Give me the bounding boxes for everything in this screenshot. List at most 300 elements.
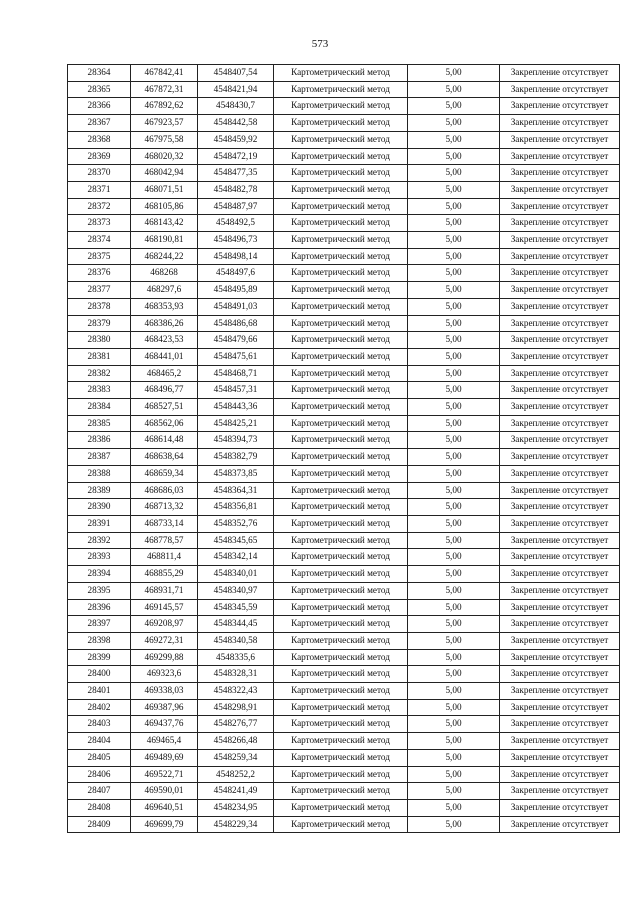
table-row bbox=[68, 616, 620, 633]
table-row bbox=[68, 265, 620, 282]
y-coordinate-cell: 4548457,31 bbox=[198, 382, 274, 399]
point-number-cell: 28408 bbox=[68, 799, 131, 816]
point-number-cell: 28399 bbox=[68, 649, 131, 666]
y-coordinate-cell: 4548356,81 bbox=[198, 499, 274, 516]
fixation-cell: Закрепление отсутствует bbox=[500, 298, 620, 315]
point-number-cell: 28404 bbox=[68, 733, 131, 750]
method-cell: Картометрический метод bbox=[274, 81, 408, 98]
x-coordinate-cell: 467923,57 bbox=[131, 115, 198, 132]
fixation-cell: Закрепление отсутствует bbox=[500, 131, 620, 148]
fixation-cell: Закрепление отсутствует bbox=[500, 432, 620, 449]
method-cell: Картометрический метод bbox=[274, 165, 408, 182]
y-coordinate-cell: 4548475,61 bbox=[198, 348, 274, 365]
x-coordinate-cell: 468931,71 bbox=[131, 582, 198, 599]
method-cell: Картометрический метод bbox=[274, 683, 408, 700]
fixation-cell: Закрепление отсутствует bbox=[500, 766, 620, 783]
y-coordinate-cell: 4548421,94 bbox=[198, 81, 274, 98]
table-row bbox=[68, 415, 620, 432]
method-cell: Картометрический метод bbox=[274, 532, 408, 549]
method-cell: Картометрический метод bbox=[274, 282, 408, 299]
accuracy-cell: 5,00 bbox=[408, 783, 500, 800]
table-row bbox=[68, 532, 620, 549]
accuracy-cell: 5,00 bbox=[408, 298, 500, 315]
x-coordinate-cell: 469522,71 bbox=[131, 766, 198, 783]
table-row bbox=[68, 515, 620, 532]
y-coordinate-cell: 4548340,01 bbox=[198, 566, 274, 583]
y-coordinate-cell: 4548382,79 bbox=[198, 449, 274, 466]
point-number-cell: 28380 bbox=[68, 332, 131, 349]
y-coordinate-cell: 4548345,59 bbox=[198, 599, 274, 616]
fixation-cell: Закрепление отсутствует bbox=[500, 632, 620, 649]
fixation-cell: Закрепление отсутствует bbox=[500, 148, 620, 165]
x-coordinate-cell: 468423,53 bbox=[131, 332, 198, 349]
y-coordinate-cell: 4548407,54 bbox=[198, 65, 274, 82]
table-row bbox=[68, 98, 620, 115]
point-number-cell: 28374 bbox=[68, 232, 131, 249]
fixation-cell: Закрепление отсутствует bbox=[500, 365, 620, 382]
x-coordinate-cell: 469699,79 bbox=[131, 816, 198, 833]
table-row bbox=[68, 399, 620, 416]
point-number-cell: 28394 bbox=[68, 566, 131, 583]
fixation-cell: Закрепление отсутствует bbox=[500, 81, 620, 98]
point-number-cell: 28403 bbox=[68, 716, 131, 733]
accuracy-cell: 5,00 bbox=[408, 582, 500, 599]
fixation-cell: Закрепление отсутствует bbox=[500, 382, 620, 399]
x-coordinate-cell: 468496,77 bbox=[131, 382, 198, 399]
accuracy-cell: 5,00 bbox=[408, 566, 500, 583]
x-coordinate-cell: 468386,26 bbox=[131, 315, 198, 332]
fixation-cell: Закрепление отсутствует bbox=[500, 282, 620, 299]
accuracy-cell: 5,00 bbox=[408, 265, 500, 282]
accuracy-cell: 5,00 bbox=[408, 215, 500, 232]
point-number-cell: 28382 bbox=[68, 365, 131, 382]
accuracy-cell: 5,00 bbox=[408, 816, 500, 833]
fixation-cell: Закрепление отсутствует bbox=[500, 115, 620, 132]
table-row bbox=[68, 198, 620, 215]
accuracy-cell: 5,00 bbox=[408, 616, 500, 633]
table-row bbox=[68, 248, 620, 265]
accuracy-cell: 5,00 bbox=[408, 499, 500, 516]
x-coordinate-cell: 468686,03 bbox=[131, 482, 198, 499]
point-number-cell: 28398 bbox=[68, 632, 131, 649]
point-number-cell: 28368 bbox=[68, 131, 131, 148]
method-cell: Картометрический метод bbox=[274, 399, 408, 416]
fixation-cell: Закрепление отсутствует bbox=[500, 165, 620, 182]
method-cell: Картометрический метод bbox=[274, 415, 408, 432]
accuracy-cell: 5,00 bbox=[408, 282, 500, 299]
point-number-cell: 28370 bbox=[68, 165, 131, 182]
x-coordinate-cell: 469338,03 bbox=[131, 683, 198, 700]
x-coordinate-cell: 467892,62 bbox=[131, 98, 198, 115]
accuracy-cell: 5,00 bbox=[408, 699, 500, 716]
fixation-cell: Закрепление отсутствует bbox=[500, 248, 620, 265]
fixation-cell: Закрепление отсутствует bbox=[500, 181, 620, 198]
method-cell: Картометрический метод bbox=[274, 198, 408, 215]
method-cell: Картометрический метод bbox=[274, 566, 408, 583]
table-row bbox=[68, 799, 620, 816]
y-coordinate-cell: 4548479,66 bbox=[198, 332, 274, 349]
accuracy-cell: 5,00 bbox=[408, 382, 500, 399]
table-row bbox=[68, 699, 620, 716]
x-coordinate-cell: 468811,4 bbox=[131, 549, 198, 566]
y-coordinate-cell: 4548352,76 bbox=[198, 515, 274, 532]
table-row bbox=[68, 449, 620, 466]
table-row bbox=[68, 65, 620, 82]
table-row bbox=[68, 816, 620, 833]
y-coordinate-cell: 4548495,89 bbox=[198, 282, 274, 299]
y-coordinate-cell: 4548487,97 bbox=[198, 198, 274, 215]
fixation-cell: Закрепление отсутствует bbox=[500, 332, 620, 349]
point-number-cell: 28406 bbox=[68, 766, 131, 783]
x-coordinate-cell: 468562,06 bbox=[131, 415, 198, 432]
x-coordinate-cell: 468733,14 bbox=[131, 515, 198, 532]
fixation-cell: Закрепление отсутствует bbox=[500, 716, 620, 733]
y-coordinate-cell: 4548266,48 bbox=[198, 733, 274, 750]
y-coordinate-cell: 4548430,7 bbox=[198, 98, 274, 115]
fixation-cell: Закрепление отсутствует bbox=[500, 749, 620, 766]
coordinates-table-body bbox=[68, 65, 620, 833]
y-coordinate-cell: 4548234,95 bbox=[198, 799, 274, 816]
y-coordinate-cell: 4548364,31 bbox=[198, 482, 274, 499]
y-coordinate-cell: 4548328,31 bbox=[198, 666, 274, 683]
fixation-cell: Закрепление отсутствует bbox=[500, 532, 620, 549]
table-row bbox=[68, 332, 620, 349]
x-coordinate-cell: 468527,51 bbox=[131, 399, 198, 416]
accuracy-cell: 5,00 bbox=[408, 749, 500, 766]
point-number-cell: 28372 bbox=[68, 198, 131, 215]
y-coordinate-cell: 4548492,5 bbox=[198, 215, 274, 232]
point-number-cell: 28400 bbox=[68, 666, 131, 683]
point-number-cell: 28391 bbox=[68, 515, 131, 532]
method-cell: Картометрический метод bbox=[274, 332, 408, 349]
point-number-cell: 28384 bbox=[68, 399, 131, 416]
fixation-cell: Закрепление отсутствует bbox=[500, 566, 620, 583]
table-row bbox=[68, 432, 620, 449]
accuracy-cell: 5,00 bbox=[408, 399, 500, 416]
fixation-cell: Закрепление отсутствует bbox=[500, 215, 620, 232]
fixation-cell: Закрепление отсутствует bbox=[500, 616, 620, 633]
accuracy-cell: 5,00 bbox=[408, 165, 500, 182]
y-coordinate-cell: 4548498,14 bbox=[198, 248, 274, 265]
accuracy-cell: 5,00 bbox=[408, 649, 500, 666]
accuracy-cell: 5,00 bbox=[408, 148, 500, 165]
table-row bbox=[68, 282, 620, 299]
fixation-cell: Закрепление отсутствует bbox=[500, 582, 620, 599]
x-coordinate-cell: 467872,31 bbox=[131, 81, 198, 98]
method-cell: Картометрический метод bbox=[274, 115, 408, 132]
method-cell: Картометрический метод bbox=[274, 482, 408, 499]
y-coordinate-cell: 4548229,34 bbox=[198, 816, 274, 833]
x-coordinate-cell: 468353,93 bbox=[131, 298, 198, 315]
method-cell: Картометрический метод bbox=[274, 449, 408, 466]
x-coordinate-cell: 467842,41 bbox=[131, 65, 198, 82]
x-coordinate-cell: 468190,81 bbox=[131, 232, 198, 249]
method-cell: Картометрический метод bbox=[274, 382, 408, 399]
accuracy-cell: 5,00 bbox=[408, 432, 500, 449]
fixation-cell: Закрепление отсутствует bbox=[500, 415, 620, 432]
method-cell: Картометрический метод bbox=[274, 816, 408, 833]
fixation-cell: Закрепление отсутствует bbox=[500, 816, 620, 833]
x-coordinate-cell: 469465,4 bbox=[131, 733, 198, 750]
accuracy-cell: 5,00 bbox=[408, 766, 500, 783]
x-coordinate-cell: 469208,97 bbox=[131, 616, 198, 633]
y-coordinate-cell: 4548482,78 bbox=[198, 181, 274, 198]
fixation-cell: Закрепление отсутствует bbox=[500, 449, 620, 466]
y-coordinate-cell: 4548252,2 bbox=[198, 766, 274, 783]
accuracy-cell: 5,00 bbox=[408, 332, 500, 349]
accuracy-cell: 5,00 bbox=[408, 315, 500, 332]
method-cell: Картометрический метод bbox=[274, 749, 408, 766]
fixation-cell: Закрепление отсутствует bbox=[500, 549, 620, 566]
fixation-cell: Закрепление отсутствует bbox=[500, 65, 620, 82]
method-cell: Картометрический метод bbox=[274, 616, 408, 633]
y-coordinate-cell: 4548340,97 bbox=[198, 582, 274, 599]
x-coordinate-cell: 468638,64 bbox=[131, 449, 198, 466]
accuracy-cell: 5,00 bbox=[408, 415, 500, 432]
y-coordinate-cell: 4548394,73 bbox=[198, 432, 274, 449]
x-coordinate-cell: 468465,2 bbox=[131, 365, 198, 382]
method-cell: Картометрический метод bbox=[274, 766, 408, 783]
table-row bbox=[68, 298, 620, 315]
method-cell: Картометрический метод bbox=[274, 515, 408, 532]
y-coordinate-cell: 4548340,58 bbox=[198, 632, 274, 649]
fixation-cell: Закрепление отсутствует bbox=[500, 515, 620, 532]
fixation-cell: Закрепление отсутствует bbox=[500, 649, 620, 666]
table-row bbox=[68, 566, 620, 583]
table-row bbox=[68, 348, 620, 365]
x-coordinate-cell: 468659,34 bbox=[131, 465, 198, 482]
y-coordinate-cell: 4548342,14 bbox=[198, 549, 274, 566]
point-number-cell: 28376 bbox=[68, 265, 131, 282]
point-number-cell: 28375 bbox=[68, 248, 131, 265]
table-row bbox=[68, 749, 620, 766]
table-row bbox=[68, 181, 620, 198]
y-coordinate-cell: 4548477,35 bbox=[198, 165, 274, 182]
accuracy-cell: 5,00 bbox=[408, 81, 500, 98]
accuracy-cell: 5,00 bbox=[408, 632, 500, 649]
table-row bbox=[68, 465, 620, 482]
method-cell: Картометрический метод bbox=[274, 148, 408, 165]
x-coordinate-cell: 468855,29 bbox=[131, 566, 198, 583]
accuracy-cell: 5,00 bbox=[408, 482, 500, 499]
fixation-cell: Закрепление отсутствует bbox=[500, 198, 620, 215]
point-number-cell: 28383 bbox=[68, 382, 131, 399]
accuracy-cell: 5,00 bbox=[408, 465, 500, 482]
point-number-cell: 28409 bbox=[68, 816, 131, 833]
point-number-cell: 28390 bbox=[68, 499, 131, 516]
point-number-cell: 28377 bbox=[68, 282, 131, 299]
point-number-cell: 28386 bbox=[68, 432, 131, 449]
table-row bbox=[68, 666, 620, 683]
method-cell: Картометрический метод bbox=[274, 265, 408, 282]
table-row bbox=[68, 315, 620, 332]
point-number-cell: 28393 bbox=[68, 549, 131, 566]
accuracy-cell: 5,00 bbox=[408, 683, 500, 700]
x-coordinate-cell: 468268 bbox=[131, 265, 198, 282]
y-coordinate-cell: 4548443,36 bbox=[198, 399, 274, 416]
x-coordinate-cell: 468143,42 bbox=[131, 215, 198, 232]
method-cell: Картометрический метод bbox=[274, 716, 408, 733]
point-number-cell: 28388 bbox=[68, 465, 131, 482]
accuracy-cell: 5,00 bbox=[408, 515, 500, 532]
x-coordinate-cell: 467975,58 bbox=[131, 131, 198, 148]
point-number-cell: 28395 bbox=[68, 582, 131, 599]
table-row bbox=[68, 499, 620, 516]
point-number-cell: 28373 bbox=[68, 215, 131, 232]
accuracy-cell: 5,00 bbox=[408, 65, 500, 82]
table-row bbox=[68, 81, 620, 98]
fixation-cell: Закрепление отсутствует bbox=[500, 599, 620, 616]
fixation-cell: Закрепление отсутствует bbox=[500, 783, 620, 800]
y-coordinate-cell: 4548276,77 bbox=[198, 716, 274, 733]
x-coordinate-cell: 469145,57 bbox=[131, 599, 198, 616]
table-row bbox=[68, 649, 620, 666]
table-row bbox=[68, 115, 620, 132]
point-number-cell: 28385 bbox=[68, 415, 131, 432]
point-number-cell: 28366 bbox=[68, 98, 131, 115]
y-coordinate-cell: 4548322,43 bbox=[198, 683, 274, 700]
y-coordinate-cell: 4548335,6 bbox=[198, 649, 274, 666]
y-coordinate-cell: 4548491,03 bbox=[198, 298, 274, 315]
accuracy-cell: 5,00 bbox=[408, 248, 500, 265]
fixation-cell: Закрепление отсутствует bbox=[500, 733, 620, 750]
point-number-cell: 28369 bbox=[68, 148, 131, 165]
point-number-cell: 28365 bbox=[68, 81, 131, 98]
method-cell: Картометрический метод bbox=[274, 699, 408, 716]
table-row bbox=[68, 599, 620, 616]
table-row bbox=[68, 582, 620, 599]
accuracy-cell: 5,00 bbox=[408, 549, 500, 566]
method-cell: Картометрический метод bbox=[274, 131, 408, 148]
point-number-cell: 28397 bbox=[68, 616, 131, 633]
x-coordinate-cell: 468105,86 bbox=[131, 198, 198, 215]
y-coordinate-cell: 4548345,65 bbox=[198, 532, 274, 549]
y-coordinate-cell: 4548373,85 bbox=[198, 465, 274, 482]
accuracy-cell: 5,00 bbox=[408, 232, 500, 249]
accuracy-cell: 5,00 bbox=[408, 532, 500, 549]
x-coordinate-cell: 469387,96 bbox=[131, 699, 198, 716]
table-row bbox=[68, 783, 620, 800]
fixation-cell: Закрепление отсутствует bbox=[500, 98, 620, 115]
x-coordinate-cell: 469640,51 bbox=[131, 799, 198, 816]
x-coordinate-cell: 468297,6 bbox=[131, 282, 198, 299]
accuracy-cell: 5,00 bbox=[408, 131, 500, 148]
method-cell: Картометрический метод bbox=[274, 582, 408, 599]
y-coordinate-cell: 4548486,68 bbox=[198, 315, 274, 332]
table-row bbox=[68, 683, 620, 700]
point-number-cell: 28389 bbox=[68, 482, 131, 499]
accuracy-cell: 5,00 bbox=[408, 799, 500, 816]
method-cell: Картометрический метод bbox=[274, 315, 408, 332]
y-coordinate-cell: 4548459,92 bbox=[198, 131, 274, 148]
y-coordinate-cell: 4548497,6 bbox=[198, 265, 274, 282]
method-cell: Картометрический метод bbox=[274, 248, 408, 265]
table-row bbox=[68, 632, 620, 649]
method-cell: Картометрический метод bbox=[274, 181, 408, 198]
x-coordinate-cell: 468244,22 bbox=[131, 248, 198, 265]
y-coordinate-cell: 4548259,34 bbox=[198, 749, 274, 766]
point-number-cell: 28387 bbox=[68, 449, 131, 466]
method-cell: Картометрический метод bbox=[274, 365, 408, 382]
y-coordinate-cell: 4548442,58 bbox=[198, 115, 274, 132]
method-cell: Картометрический метод bbox=[274, 232, 408, 249]
accuracy-cell: 5,00 bbox=[408, 181, 500, 198]
table-row bbox=[68, 365, 620, 382]
method-cell: Картометрический метод bbox=[274, 65, 408, 82]
fixation-cell: Закрепление отсутствует bbox=[500, 799, 620, 816]
fixation-cell: Закрепление отсутствует bbox=[500, 315, 620, 332]
method-cell: Картометрический метод bbox=[274, 599, 408, 616]
table-row bbox=[68, 482, 620, 499]
accuracy-cell: 5,00 bbox=[408, 449, 500, 466]
y-coordinate-cell: 4548425,21 bbox=[198, 415, 274, 432]
accuracy-cell: 5,00 bbox=[408, 365, 500, 382]
accuracy-cell: 5,00 bbox=[408, 733, 500, 750]
method-cell: Картометрический метод bbox=[274, 783, 408, 800]
x-coordinate-cell: 468614,48 bbox=[131, 432, 198, 449]
method-cell: Картометрический метод bbox=[274, 666, 408, 683]
table-row bbox=[68, 733, 620, 750]
method-cell: Картометрический метод bbox=[274, 649, 408, 666]
accuracy-cell: 5,00 bbox=[408, 348, 500, 365]
fixation-cell: Закрепление отсутствует bbox=[500, 465, 620, 482]
table-row bbox=[68, 165, 620, 182]
point-number-cell: 28371 bbox=[68, 181, 131, 198]
point-number-cell: 28364 bbox=[68, 65, 131, 82]
fixation-cell: Закрепление отсутствует bbox=[500, 699, 620, 716]
method-cell: Картометрический метод bbox=[274, 799, 408, 816]
table-row bbox=[68, 549, 620, 566]
method-cell: Картометрический метод bbox=[274, 632, 408, 649]
method-cell: Картометрический метод bbox=[274, 465, 408, 482]
point-number-cell: 28378 bbox=[68, 298, 131, 315]
table-row bbox=[68, 131, 620, 148]
method-cell: Картометрический метод bbox=[274, 215, 408, 232]
table-row bbox=[68, 766, 620, 783]
y-coordinate-cell: 4548344,45 bbox=[198, 616, 274, 633]
accuracy-cell: 5,00 bbox=[408, 98, 500, 115]
accuracy-cell: 5,00 bbox=[408, 198, 500, 215]
accuracy-cell: 5,00 bbox=[408, 716, 500, 733]
y-coordinate-cell: 4548472,19 bbox=[198, 148, 274, 165]
x-coordinate-cell: 469489,69 bbox=[131, 749, 198, 766]
point-number-cell: 28381 bbox=[68, 348, 131, 365]
x-coordinate-cell: 468441,01 bbox=[131, 348, 198, 365]
page-number: 573 bbox=[311, 38, 329, 50]
x-coordinate-cell: 468071,51 bbox=[131, 181, 198, 198]
method-cell: Картометрический метод bbox=[274, 348, 408, 365]
fixation-cell: Закрепление отсутствует bbox=[500, 265, 620, 282]
y-coordinate-cell: 4548468,71 bbox=[198, 365, 274, 382]
fixation-cell: Закрепление отсутствует bbox=[500, 348, 620, 365]
x-coordinate-cell: 469299,88 bbox=[131, 649, 198, 666]
method-cell: Картометрический метод bbox=[274, 499, 408, 516]
table-row bbox=[68, 716, 620, 733]
table-row bbox=[68, 232, 620, 249]
x-coordinate-cell: 469437,76 bbox=[131, 716, 198, 733]
point-number-cell: 28379 bbox=[68, 315, 131, 332]
accuracy-cell: 5,00 bbox=[408, 666, 500, 683]
point-number-cell: 28401 bbox=[68, 683, 131, 700]
fixation-cell: Закрепление отсутствует bbox=[500, 399, 620, 416]
point-number-cell: 28392 bbox=[68, 532, 131, 549]
point-number-cell: 28396 bbox=[68, 599, 131, 616]
accuracy-cell: 5,00 bbox=[408, 599, 500, 616]
table-row bbox=[68, 382, 620, 399]
point-number-cell: 28405 bbox=[68, 749, 131, 766]
fixation-cell: Закрепление отсутствует bbox=[500, 666, 620, 683]
y-coordinate-cell: 4548241,49 bbox=[198, 783, 274, 800]
